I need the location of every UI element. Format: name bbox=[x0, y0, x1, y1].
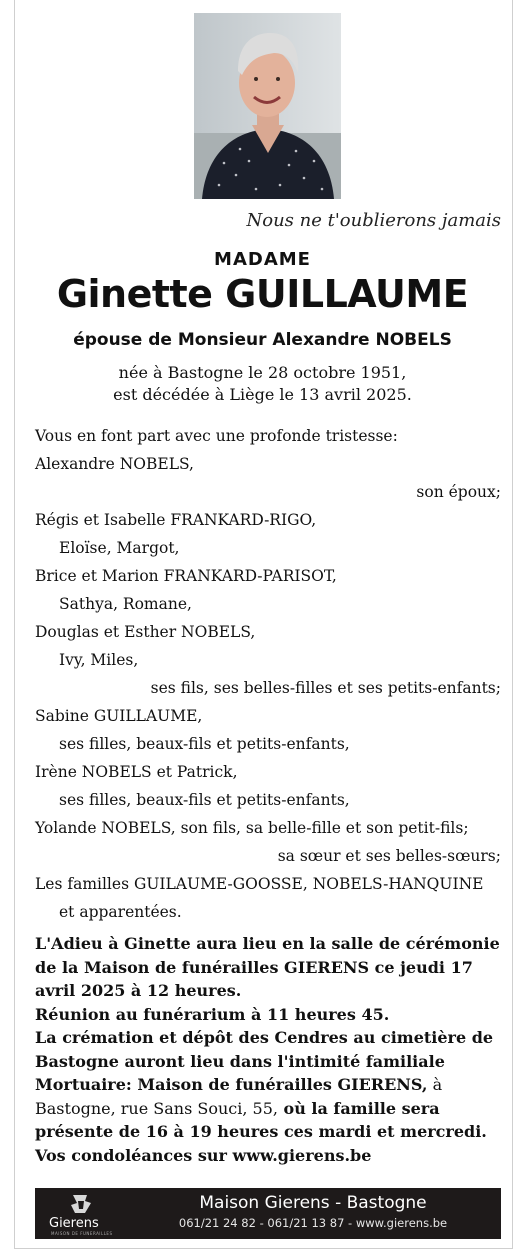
family-line: sa sœur et ses belles-sœurs; bbox=[277, 847, 501, 865]
family-line: ses filles, beaux-fils et petits-enfants, bbox=[59, 735, 350, 753]
logo-wordmark: Gierens bbox=[49, 1216, 99, 1231]
logo-subtitle: MAISON DE FUNERAILLES bbox=[51, 1231, 113, 1236]
mortuary-block bbox=[35, 1073, 507, 1144]
death-line: est décédée à Liège le 13 avril 2025. bbox=[113, 385, 412, 404]
portrait-illustration bbox=[194, 13, 341, 199]
reception-text: Réunion au funérarium à 11 heures 45. bbox=[35, 1004, 390, 1024]
presence-text: où la famille sera présente de 16 à 19 heures ces mardi et mercredi. bbox=[35, 1098, 487, 1141]
family-line: Yolande NOBELS, son fils, sa belle-fille et son petit-fils; bbox=[35, 819, 469, 837]
mortuary-label: Mortuaire: Maison de funérailles GIERENS, bbox=[35, 1075, 428, 1094]
family-line: Brice et Marion FRANKARD-PARISOT, bbox=[35, 567, 337, 585]
family-list bbox=[35, 422, 501, 926]
motto: Nous ne t'oublierons jamais bbox=[246, 210, 501, 231]
ceremony-notice bbox=[35, 932, 507, 1167]
banner-contact[interactable]: 061/21 24 82 - 061/21 13 87 - www.gierens.be bbox=[178, 1216, 448, 1230]
family-line: et apparentées. bbox=[59, 903, 182, 921]
spouse-line: épouse de Monsieur Alexandre NOBELS bbox=[73, 330, 452, 350]
family-line: son époux; bbox=[416, 483, 501, 501]
deceased-name: Ginette GUILLAUME bbox=[56, 272, 469, 316]
mortuary-place: à Bastogne, rue Sans Souci, 55, bbox=[35, 1075, 443, 1118]
family-line: Les familles GUILAUME-GOOSSE, NOBELS-HANQUINE bbox=[35, 875, 484, 893]
banner-title: Maison Gierens - Bastogne bbox=[199, 1193, 427, 1213]
birth-line: née à Bastogne le 28 octobre 1951, bbox=[118, 363, 407, 382]
funeral-home-banner bbox=[35, 1188, 501, 1239]
family-line: Régis et Isabelle FRANKARD-RIGO, bbox=[35, 511, 317, 529]
family-line: Sathya, Romane, bbox=[59, 595, 192, 613]
condolences-text[interactable]: Vos condoléances sur www.gierens.be bbox=[35, 1145, 372, 1165]
cremation-text: La crémation et dépôt des Cendres au cimetière de Bastogne auront lieu dans l'intimité familiale bbox=[35, 1028, 494, 1071]
family-line: Eloïse, Margot, bbox=[59, 539, 180, 557]
family-line: Douglas et Esther NOBELS, bbox=[35, 623, 256, 641]
family-line: ses fils, ses belles-filles et ses petits-enfants; bbox=[150, 679, 501, 697]
family-line: ses filles, beaux-fils et petits-enfants, bbox=[59, 791, 350, 809]
family-line: Ivy, Miles, bbox=[59, 651, 139, 669]
portrait-photo bbox=[194, 13, 341, 199]
life-dates bbox=[0, 362, 525, 406]
family-lines bbox=[35, 450, 501, 926]
ceremony-text: L'Adieu à Ginette aura lieu en la salle de cérémonie de la Maison de funérailles GIERENS ce jeudi 17 avril 2025 à 12 heures. bbox=[35, 934, 500, 1000]
honorific: MADAME bbox=[214, 249, 311, 270]
family-intro: Vous en font part avec une profonde tristesse: bbox=[35, 427, 398, 445]
family-line: Sabine GUILLAUME, bbox=[35, 707, 203, 725]
family-line: Irène NOBELS et Patrick, bbox=[35, 763, 238, 781]
family-line: Alexandre NOBELS, bbox=[35, 455, 194, 473]
